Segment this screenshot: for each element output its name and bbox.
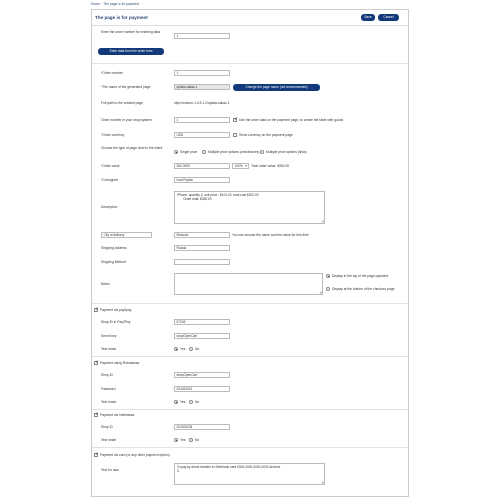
change-page-name-button[interactable]: Change the page name (not recommended) — [233, 84, 320, 91]
multiple-checkboxes-radio[interactable] — [202, 150, 206, 154]
robokassa-yes-label: Yes — [180, 400, 186, 404]
interkassa-no-radio[interactable] — [189, 438, 193, 442]
city-hint: You can choose the name and the value for this field — [232, 233, 309, 237]
card-payment-title: Payment via card (or any other payment option) — [100, 453, 170, 457]
shipping-address-input[interactable]: Russia — [174, 245, 230, 251]
page-name-input[interactable]: oplata-zakaz-1 — [174, 84, 230, 90]
show-currency-label: Show currency on the payment page — [239, 133, 293, 137]
currency-input[interactable]: USD — [174, 132, 230, 138]
shipping-method-label: Shipping Method — [101, 260, 126, 264]
description-label: Description — [101, 205, 118, 209]
pay2pay-no-radio[interactable] — [189, 347, 193, 351]
robokassa-no-radio[interactable] — [189, 400, 193, 404]
save-button[interactable]: Save — [361, 14, 375, 21]
pay2pay-secret-label: Secret key — [101, 334, 117, 338]
panel-header — [92, 10, 408, 26]
multiple-links-radio[interactable] — [260, 150, 264, 154]
use-order-data-checkbox[interactable] — [233, 118, 237, 122]
divider — [92, 303, 408, 304]
resize-handle-icon[interactable]: ◢ — [321, 218, 324, 223]
divider — [92, 447, 408, 448]
single-price-label: Single price — [180, 150, 198, 154]
shipping-address-label: Shipping Address — [101, 246, 127, 250]
breadcrumb — [91, 2, 139, 6]
robokassa-yes-radio[interactable] — [174, 400, 178, 404]
order-entry-input[interactable]: 1 — [174, 33, 230, 39]
order-value-input[interactable]: 350.0000 — [174, 163, 230, 169]
total-order-value: Total order value: $350.00 — [251, 164, 290, 168]
robokassa-mode-label: Test mode — [101, 400, 117, 404]
city-input[interactable]: Moscow — [174, 232, 230, 238]
pay2pay-yes-label: Yes — [180, 347, 186, 351]
single-price-radio[interactable] — [174, 150, 178, 154]
notes-label: Notes — [101, 282, 110, 286]
robokassa-title: Payment using Robokassa — [100, 361, 140, 365]
interkassa-yes-label: Yes — [180, 438, 186, 442]
price-type-label: Choose the type of page view to the client — [101, 146, 163, 150]
pay2pay-title: Payment via pay2pay — [100, 308, 132, 312]
divider — [92, 63, 408, 64]
order-value-label: *Order value — [101, 164, 120, 168]
multiple-links-label: Multiple price options (links) — [266, 150, 307, 154]
description-text: iPhone: quantity 2, unit price - $101.00, total cost $202.00 Order total: $350.00 — [177, 193, 259, 201]
robokassa-password-input[interactable]: 324324321 — [174, 386, 230, 392]
consignee-label: *Consignee — [101, 178, 119, 182]
interkassa-shop-id-input[interactable]: 324324234 — [174, 424, 230, 430]
order-number-label: *Order number — [101, 71, 123, 75]
shipping-method-input[interactable] — [174, 259, 230, 265]
currency-label: *Order currency — [101, 133, 125, 137]
card-text-textarea[interactable] — [174, 463, 325, 485]
robokassa-shop-id-input[interactable]: shopOpenCart — [174, 372, 230, 378]
breadcrumb-current[interactable]: The page is for payment — [103, 2, 139, 6]
card-payment-checkbox[interactable] — [94, 453, 98, 457]
robokassa-shop-id-label: Shop ID — [101, 373, 113, 377]
pay2pay-mode-label: Test mode — [101, 347, 117, 351]
interkassa-no-label: No — [195, 438, 200, 442]
notes-top-label: Display in the top of the page payment — [332, 274, 389, 278]
notes-top-radio[interactable] — [326, 274, 330, 278]
consignee-label-text: Consignee — [102, 178, 119, 182]
page-title: The page is for payment — [95, 15, 148, 20]
payment-page-panel — [91, 9, 409, 497]
full-path-value: http://ocstore-1.5.5.1.2/oplata-zakaz-1 — [174, 101, 230, 105]
notes-bottom-radio[interactable] — [326, 287, 330, 291]
description-textarea[interactable] — [174, 191, 325, 224]
order-number-label-text: Order number — [102, 71, 123, 75]
currency-label-text: Order currency — [102, 133, 125, 137]
shop-order-label: Order number in your shop system — [101, 118, 152, 122]
interkassa-title: Payment via Interkassa — [100, 413, 135, 417]
consignee-input[interactable]: Ivan Pupkin — [174, 177, 230, 183]
pay2pay-yes-radio[interactable] — [174, 347, 178, 351]
enter-data-button[interactable]: Enter data from the order form — [98, 48, 164, 55]
pay2pay-shop-id-label: Shop ID in Pay2Pay — [101, 320, 131, 324]
resize-handle-icon[interactable]: ◢ — [321, 479, 324, 484]
pay2pay-no-label: No — [195, 347, 200, 351]
notes-textarea[interactable] — [174, 273, 323, 295]
order-entry-label: Enter the order number for entering data — [101, 30, 161, 34]
page-name-label: *The name of the generated page — [101, 85, 151, 89]
cancel-button[interactable]: Cancel — [378, 14, 399, 21]
order-value-label-text: Order value — [102, 164, 120, 168]
percent-select[interactable]: 100% ▾ — [232, 163, 249, 169]
pay2pay-shop-id-input[interactable]: 57249 — [174, 319, 230, 325]
page-name-label-text: The name of the generated page — [102, 85, 151, 89]
robokassa-password-label: Password — [101, 387, 116, 391]
divider — [92, 356, 408, 357]
robokassa-checkbox[interactable] — [94, 361, 98, 365]
show-currency-checkbox[interactable] — [233, 133, 237, 137]
order-number-input[interactable]: 1 — [174, 70, 230, 76]
interkassa-yes-radio[interactable] — [174, 438, 178, 442]
shop-order-input[interactable]: 1 — [174, 117, 230, 123]
multiple-checkboxes-label: Multiple price options (checkboxes) — [208, 150, 260, 154]
breadcrumb-home[interactable]: Home — [91, 2, 100, 6]
robokassa-no-label: No — [195, 400, 200, 404]
use-order-data-label: Use the order data on the payment page, to create the table with goods — [239, 118, 344, 122]
card-text-label: Text for user — [101, 468, 120, 472]
resize-handle-icon[interactable]: ◢ — [319, 289, 322, 294]
pay2pay-secret-input[interactable]: shopOpenCart — [174, 333, 230, 339]
interkassa-shop-id-label: Shop ID — [101, 425, 113, 429]
notes-bottom-label: Display at the bottom of the checkout page — [332, 287, 395, 291]
card-text-value: To pay by direct transfer to Sberbank card 0000-0000-0000-0000 Andrew C. — [177, 465, 281, 473]
interkassa-checkbox[interactable] — [94, 413, 98, 417]
pay2pay-checkbox[interactable] — [94, 308, 98, 312]
city-label-input[interactable]: City of delivery — [101, 232, 152, 238]
full-path-label: Full path to the created page — [101, 101, 143, 105]
interkassa-mode-label: Test mode — [101, 438, 117, 442]
divider — [92, 409, 408, 410]
breadcrumb-separator: :: — [100, 2, 103, 6]
